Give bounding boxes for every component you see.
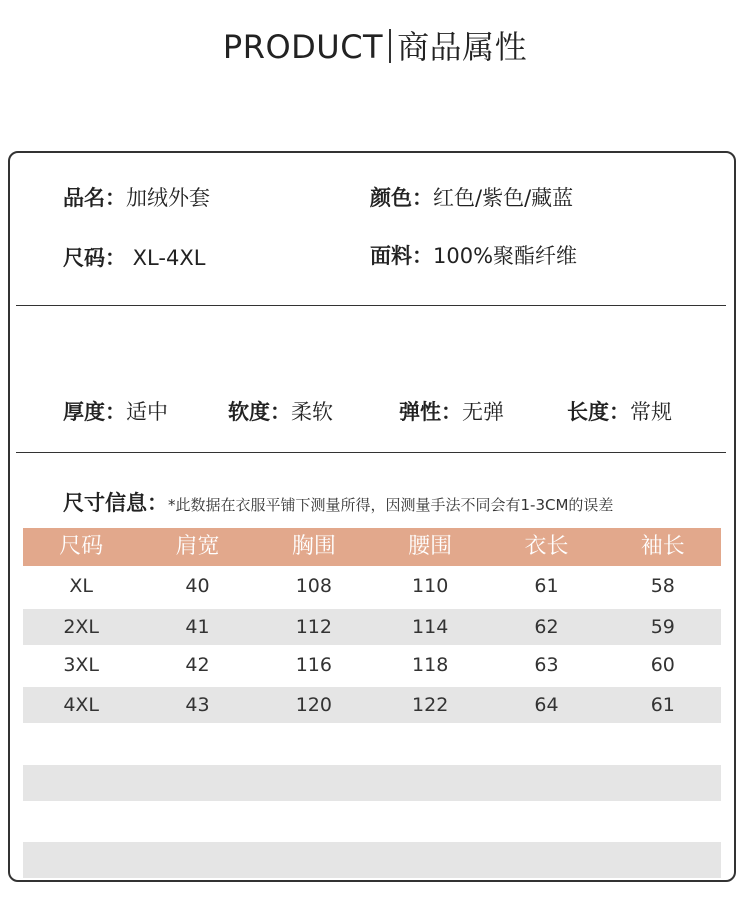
attr-elasticity (399, 396, 504, 426)
attr-fabric-label: 面料： (370, 244, 433, 268)
table-cell: 122 (412, 694, 449, 716)
table-cell: 63 (534, 654, 559, 676)
table-cell: 59 (650, 616, 675, 638)
table-cell: 58 (650, 575, 675, 597)
table-cell: 108 (295, 575, 332, 597)
divider-top (16, 305, 726, 306)
title-chinese: 商品属性 (397, 28, 528, 66)
table-cell: 118 (412, 654, 449, 676)
table-cell: 64 (534, 694, 559, 716)
header-cell-sleeve: 袖长 (640, 534, 685, 559)
title-divider (389, 29, 391, 63)
attr-softness (228, 396, 333, 426)
attr-thickness (63, 396, 168, 426)
size-info-heading (63, 487, 613, 517)
size-table-header (23, 528, 721, 566)
attr-fabric-value: 100%聚酯纤维 (433, 244, 578, 268)
header-cell-length: 衣长 (524, 534, 569, 559)
attr-color (370, 182, 573, 212)
header-cell-size: 尺码 (59, 534, 104, 559)
empty-table-row (23, 765, 721, 801)
divider-middle (16, 452, 726, 453)
attr-fabric (370, 240, 577, 270)
table-cell: 62 (534, 616, 559, 638)
header-cell-bust: 胸围 (291, 534, 336, 559)
attr-size-label: 尺码： (63, 246, 126, 270)
attr-color-value: 红色/紫色/藏蓝 (433, 186, 574, 210)
table-cell: 4XL (63, 694, 100, 716)
empty-table-row (23, 842, 721, 878)
table-cell: 112 (295, 616, 332, 638)
table-row (23, 687, 721, 723)
table-cell: 43 (185, 694, 210, 716)
title-english: PRODUCT (222, 28, 384, 66)
header-cell-shoulder: 肩宽 (175, 534, 220, 559)
attr-softness-label: 软度： (228, 400, 291, 424)
attr-elasticity-value: 无弹 (462, 400, 504, 424)
table-cell: 42 (185, 654, 210, 676)
attr-size-value: XL-4XL (126, 246, 206, 270)
attr-length-value: 常规 (630, 400, 672, 424)
table-cell: 40 (185, 575, 210, 597)
attr-elasticity-label: 弹性： (399, 400, 462, 424)
table-cell: 61 (534, 575, 559, 597)
attr-name (63, 182, 210, 212)
table-row (23, 568, 721, 604)
table-cell: 41 (185, 616, 210, 638)
attr-name-label: 品名： (63, 186, 126, 210)
table-row (23, 609, 721, 645)
attr-thickness-value: 适中 (126, 400, 168, 424)
size-info-note: *此数据在衣服平铺下测量所得，因测量手法不同会有1-3CM的误差 (168, 496, 614, 514)
header-cell-waist: 腰围 (408, 534, 453, 559)
table-cell: XL (69, 575, 93, 597)
table-cell: 60 (650, 654, 675, 676)
table-cell: 3XL (63, 654, 100, 676)
table-cell: 61 (650, 694, 675, 716)
attr-thickness-label: 厚度： (63, 400, 126, 424)
page-title (0, 22, 750, 68)
attr-name-value: 加绒外套 (126, 186, 210, 210)
table-cell: 116 (295, 654, 332, 676)
attr-length (567, 396, 672, 426)
attr-size (63, 242, 205, 272)
attr-softness-value: 柔软 (291, 400, 333, 424)
attr-color-label: 颜色： (370, 186, 433, 210)
table-cell: 114 (412, 616, 449, 638)
size-info-label: 尺寸信息： (63, 491, 168, 515)
table-cell: 110 (412, 575, 449, 597)
table-cell: 2XL (63, 616, 100, 638)
table-row (23, 647, 721, 683)
attr-length-label: 长度： (567, 400, 630, 424)
table-cell: 120 (295, 694, 332, 716)
